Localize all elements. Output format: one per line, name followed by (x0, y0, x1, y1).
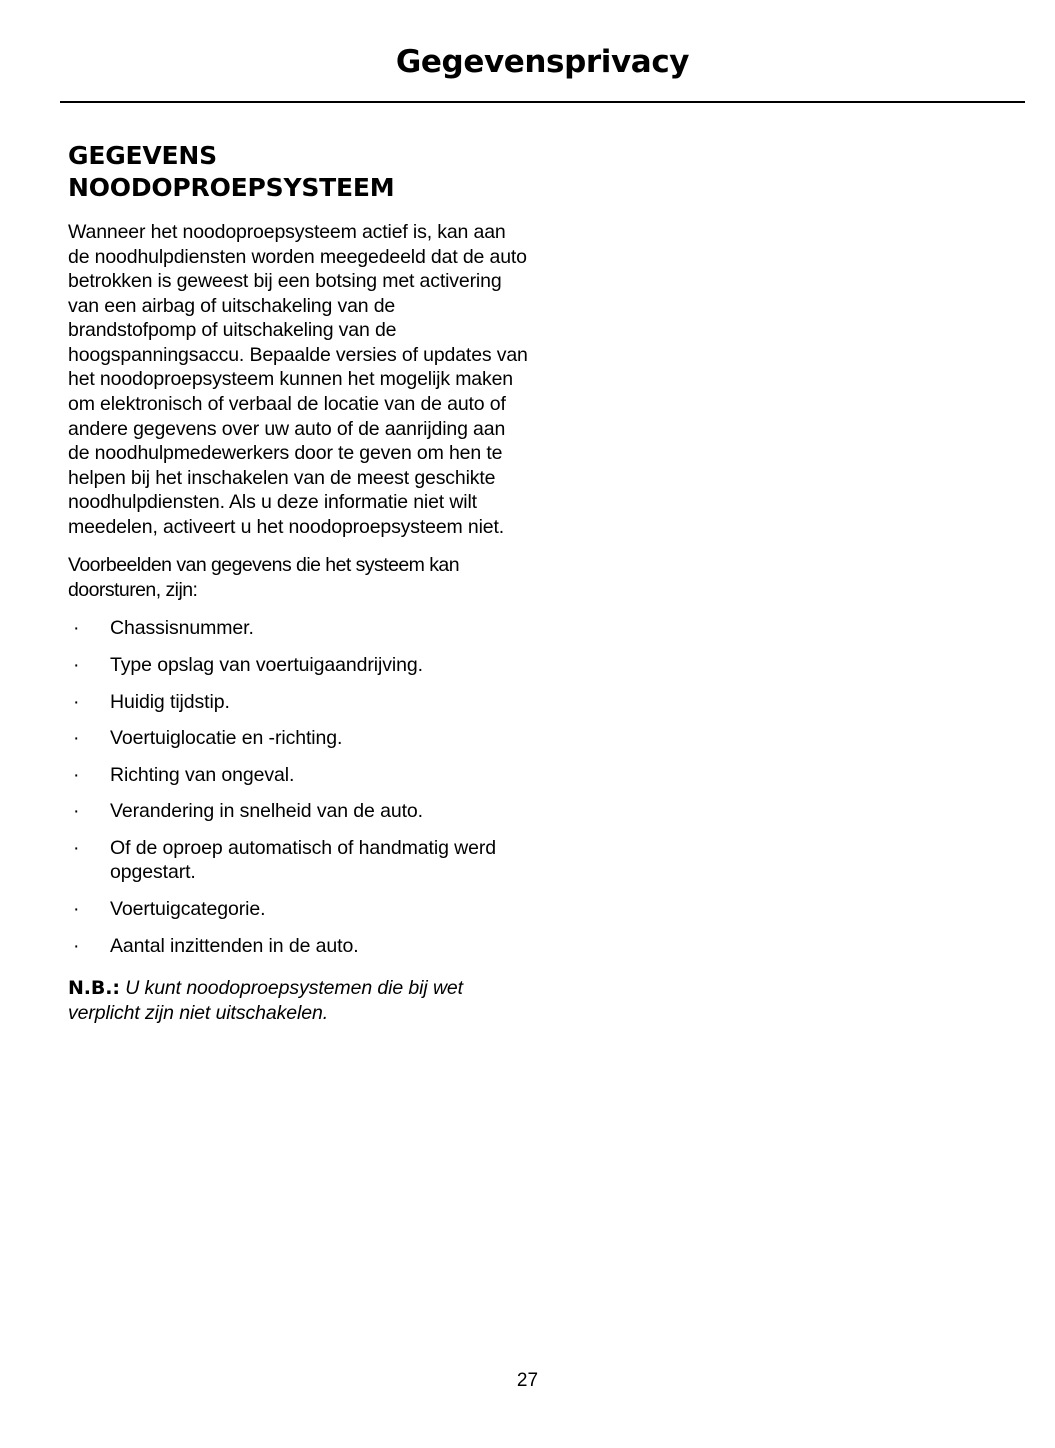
bullet-icon: · (73, 800, 80, 823)
page-content (68, 140, 528, 1026)
list-item-label: Type opslag van voertuigaandrijving. (110, 654, 423, 676)
bullet-icon: · (73, 690, 80, 713)
bullet-icon: · (73, 836, 80, 859)
list-item (68, 726, 528, 751)
list-item (68, 763, 528, 788)
list-item-label: Richting van ongeval. (110, 763, 295, 786)
paragraph-examples-lead: Voorbeelden van gegevens die het systeem kan doorsturen, zijn: (68, 554, 460, 601)
list-item (68, 690, 528, 715)
page-header (60, 44, 1025, 80)
list-item-label: Aantal inzittenden in de auto. (110, 934, 359, 957)
list-item (68, 653, 528, 678)
list-item (68, 799, 528, 824)
bullet-icon: · (73, 763, 80, 786)
page-title: Gegevensprivacy (395, 44, 690, 80)
bullet-icon: · (73, 897, 80, 920)
note-text: U kunt noodoproepsystemen die bij wet verplicht zijn niet uitschakelen. (68, 977, 463, 1024)
list-item-label: Voertuigcategorie. (110, 897, 266, 920)
list-item-label: Of de oproep automatisch of handmatig werd opgestart. (110, 836, 497, 884)
list-item-label: Verandering in snelheid van de auto. (110, 800, 423, 823)
header-divider (60, 101, 1025, 103)
list-item (68, 836, 528, 885)
note-label: N.B.: (68, 977, 120, 1000)
list-item-label: Chassisnummer. (110, 617, 254, 640)
paragraph-intro: Wanneer het noodoproepsysteem actief is, kan aan de noodhulpdiensten worden meegedeeld dat de auto betrokken is geweest bij een botsing met activering van een airbag of uitschakeling van de brandstofpomp of uitschakeling van de hoogspanningsaccu. Bepaalde versies of updates van het noodoproepsysteem kunnen het mogelijk maken om elektronisch of verbaal de locatie van de auto of andere gegevens over uw auto of de aanrijding aan de noodhulpmedewerkers door te geven om hen te helpen bij het inschakelen van de meest geschikte noodhulpdiensten. Als u deze informatie niet wilt meedelen, activeert u het noodoproepsysteem niet. (68, 221, 528, 538)
section-heading: GEGEVENS NOODOPROEPSYSTEEM (68, 141, 395, 202)
bullet-icon: · (73, 727, 80, 750)
list-item (68, 934, 528, 959)
data-examples-list (68, 616, 528, 958)
list-item (68, 616, 528, 641)
bullet-icon: · (73, 934, 80, 957)
note-block (68, 976, 528, 1026)
list-item (68, 897, 528, 922)
bullet-icon: · (73, 617, 80, 640)
page-number: 27 (516, 1370, 539, 1391)
list-item-label: Voertuiglocatie en -richting. (110, 727, 343, 750)
list-item-label: Huidig tijdstip. (110, 690, 230, 713)
bullet-icon: · (73, 654, 80, 676)
